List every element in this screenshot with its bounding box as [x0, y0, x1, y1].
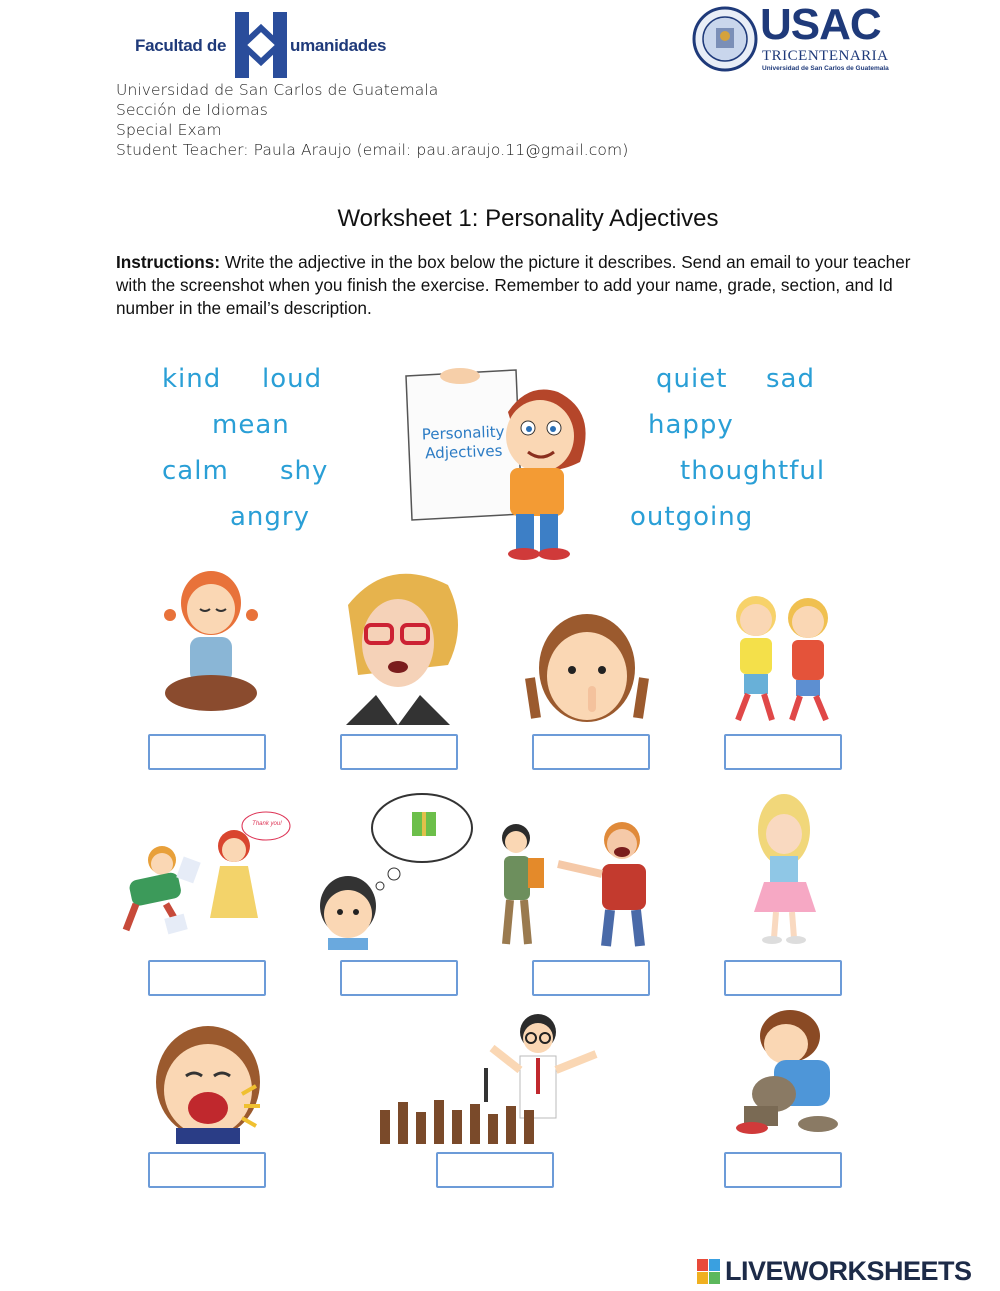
kind-kids-illustration: [116, 808, 296, 948]
answer-box-6[interactable]: [340, 960, 458, 996]
thank-you-bubble-text: Thank you!: [252, 821, 282, 827]
word-kind: kind: [162, 364, 222, 394]
liveworksheets-logo[interactable]: [697, 1256, 997, 1288]
angry-woman-illustration: [336, 565, 466, 725]
word-thoughtful: thoughtful: [680, 456, 826, 486]
header-teacher: Student Teacher: Paula Araujo (email: pau.araujo.11@gmail.com): [116, 141, 629, 159]
answer-box-1[interactable]: [148, 734, 266, 770]
word-angry: angry: [230, 502, 310, 532]
answer-box-7[interactable]: [532, 960, 650, 996]
word-happy: happy: [648, 410, 734, 440]
answer-box-11[interactable]: [724, 1152, 842, 1188]
answer-box-4[interactable]: [724, 734, 842, 770]
header-university: Universidad de San Carlos de Guatemala: [116, 81, 439, 99]
answer-box-3[interactable]: [532, 734, 650, 770]
liveworksheets-icon: [697, 1259, 721, 1285]
loud-girl-illustration: [146, 1016, 272, 1144]
answer-box-9[interactable]: [148, 1152, 266, 1188]
word-calm: calm: [162, 456, 229, 486]
word-sad: sad: [766, 364, 815, 394]
usac-seal-icon: [692, 6, 758, 72]
usac-logo: [690, 0, 900, 76]
sad-boy-illustration: [734, 1006, 842, 1136]
instructions: [116, 251, 936, 320]
header-section: Sección de Idiomas: [116, 101, 268, 119]
outgoing-speaker-illustration: [376, 1010, 620, 1144]
word-loud: loud: [262, 364, 323, 394]
faculty-h-icon: [233, 12, 289, 78]
faculty-logo-text-left: Facultad de: [135, 36, 227, 55]
header-exam: Special Exam: [116, 121, 222, 139]
usac-caption: Universidad de San Carlos de Guatemala: [762, 65, 889, 72]
shy-girl-illustration: [750, 794, 820, 946]
answer-box-10[interactable]: [436, 1152, 554, 1188]
liveworksheets-brand: LIVEWORKSHEETS: [725, 1256, 972, 1286]
word-outgoing: outgoing: [630, 502, 754, 532]
faculty-logo: [135, 14, 395, 78]
usac-title: USAC: [760, 0, 881, 49]
happy-kids-illustration: [708, 590, 858, 724]
mean-boys-illustration: [498, 818, 688, 950]
word-shy: shy: [280, 456, 329, 486]
calm-girl-illustration: [160, 565, 262, 723]
thoughtful-boy-illustration: [318, 790, 478, 950]
word-quiet: quiet: [656, 364, 728, 394]
worksheet-title: Worksheet 1: Personality Adjectives: [337, 205, 719, 232]
word-mean: mean: [212, 410, 290, 440]
answer-box-5[interactable]: [148, 960, 266, 996]
instructions-label: Instructions:: [116, 252, 221, 272]
sign-line-1: Personality: [421, 422, 505, 444]
answer-box-8[interactable]: [724, 960, 842, 996]
instructions-text: Write the adjective in the box below the picture it describes. Send an email to your teacher with the screenshot when you finish the exercise. Remember to add your name, grade, section, and Id number in the email’s description.: [116, 252, 911, 318]
quiet-girl-illustration: [522, 598, 652, 724]
faculty-logo-text-right: umanidades: [290, 36, 387, 55]
answer-box-2[interactable]: [340, 734, 458, 770]
sign-line-2: Adjectives: [424, 441, 503, 463]
usac-subtitle: TRICENTENARIA: [762, 48, 889, 64]
boy-with-sign-illustration: [398, 364, 608, 564]
